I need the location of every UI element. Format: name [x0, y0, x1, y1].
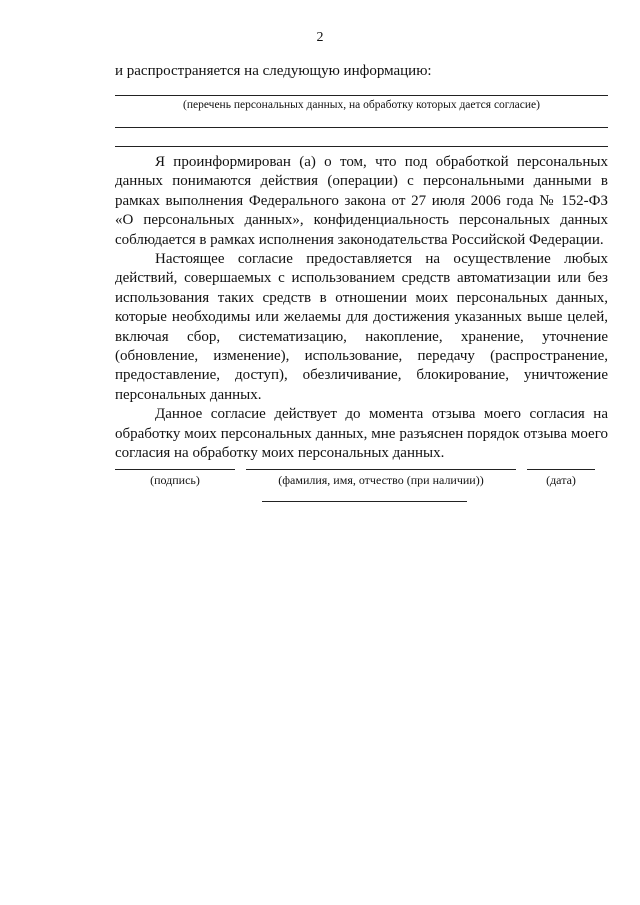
personal-data-line-1 [115, 95, 608, 96]
personal-data-caption: (перечень персональных данных, на обработку которых дается согласие) [183, 99, 540, 111]
intro-line: и распространяется на следующую информацию: [115, 63, 432, 79]
personal-data-line-2 [115, 127, 608, 128]
full-name-line [246, 469, 516, 470]
paragraph-validity: Данное согласие действует до момента отзыва моего согласия на обработку моих персональных данных, мне разъяснен порядок отзыва моего согласия на обработку моих персональных данных. [115, 406, 608, 462]
bottom-line [262, 501, 467, 502]
paragraph-scope: Настоящее согласие предоставляется на осуществление любых действий, совершаемых с использованием средств автоматизации или без использования таких средств в отношении моих персональных данных, которые необходимы или желаемы для достижения указанных выше целей, включая сбор, систематизацию, накопление, хранение, уточнение (обновление, изменение), использование, передачу (распространение, предоставление, доступ), обезличивание, блокирование, уничтожение персональных данных. [115, 251, 608, 403]
signature-caption: (подпись) [150, 473, 200, 487]
page-number: 2 [316, 30, 324, 45]
paragraph-information: Я проинформирован (а) о том, что под обработкой персональных данных понимаются действия (операции) с персональными данными в рамках выполнения Федерального закона от 27 июля 2006 года № 152-ФЗ «О персональных данных», конфиденциальность персональных данных соблюдается в рамках исполнения законодательства Российской Федерации. [115, 154, 608, 248]
date-line [527, 469, 595, 470]
personal-data-line-3 [115, 146, 608, 147]
consent-body [115, 153, 608, 464]
full-name-caption: (фамилия, имя, отчество (при наличии)) [278, 473, 484, 487]
date-caption: (дата) [546, 473, 576, 487]
signature-line [115, 469, 235, 470]
